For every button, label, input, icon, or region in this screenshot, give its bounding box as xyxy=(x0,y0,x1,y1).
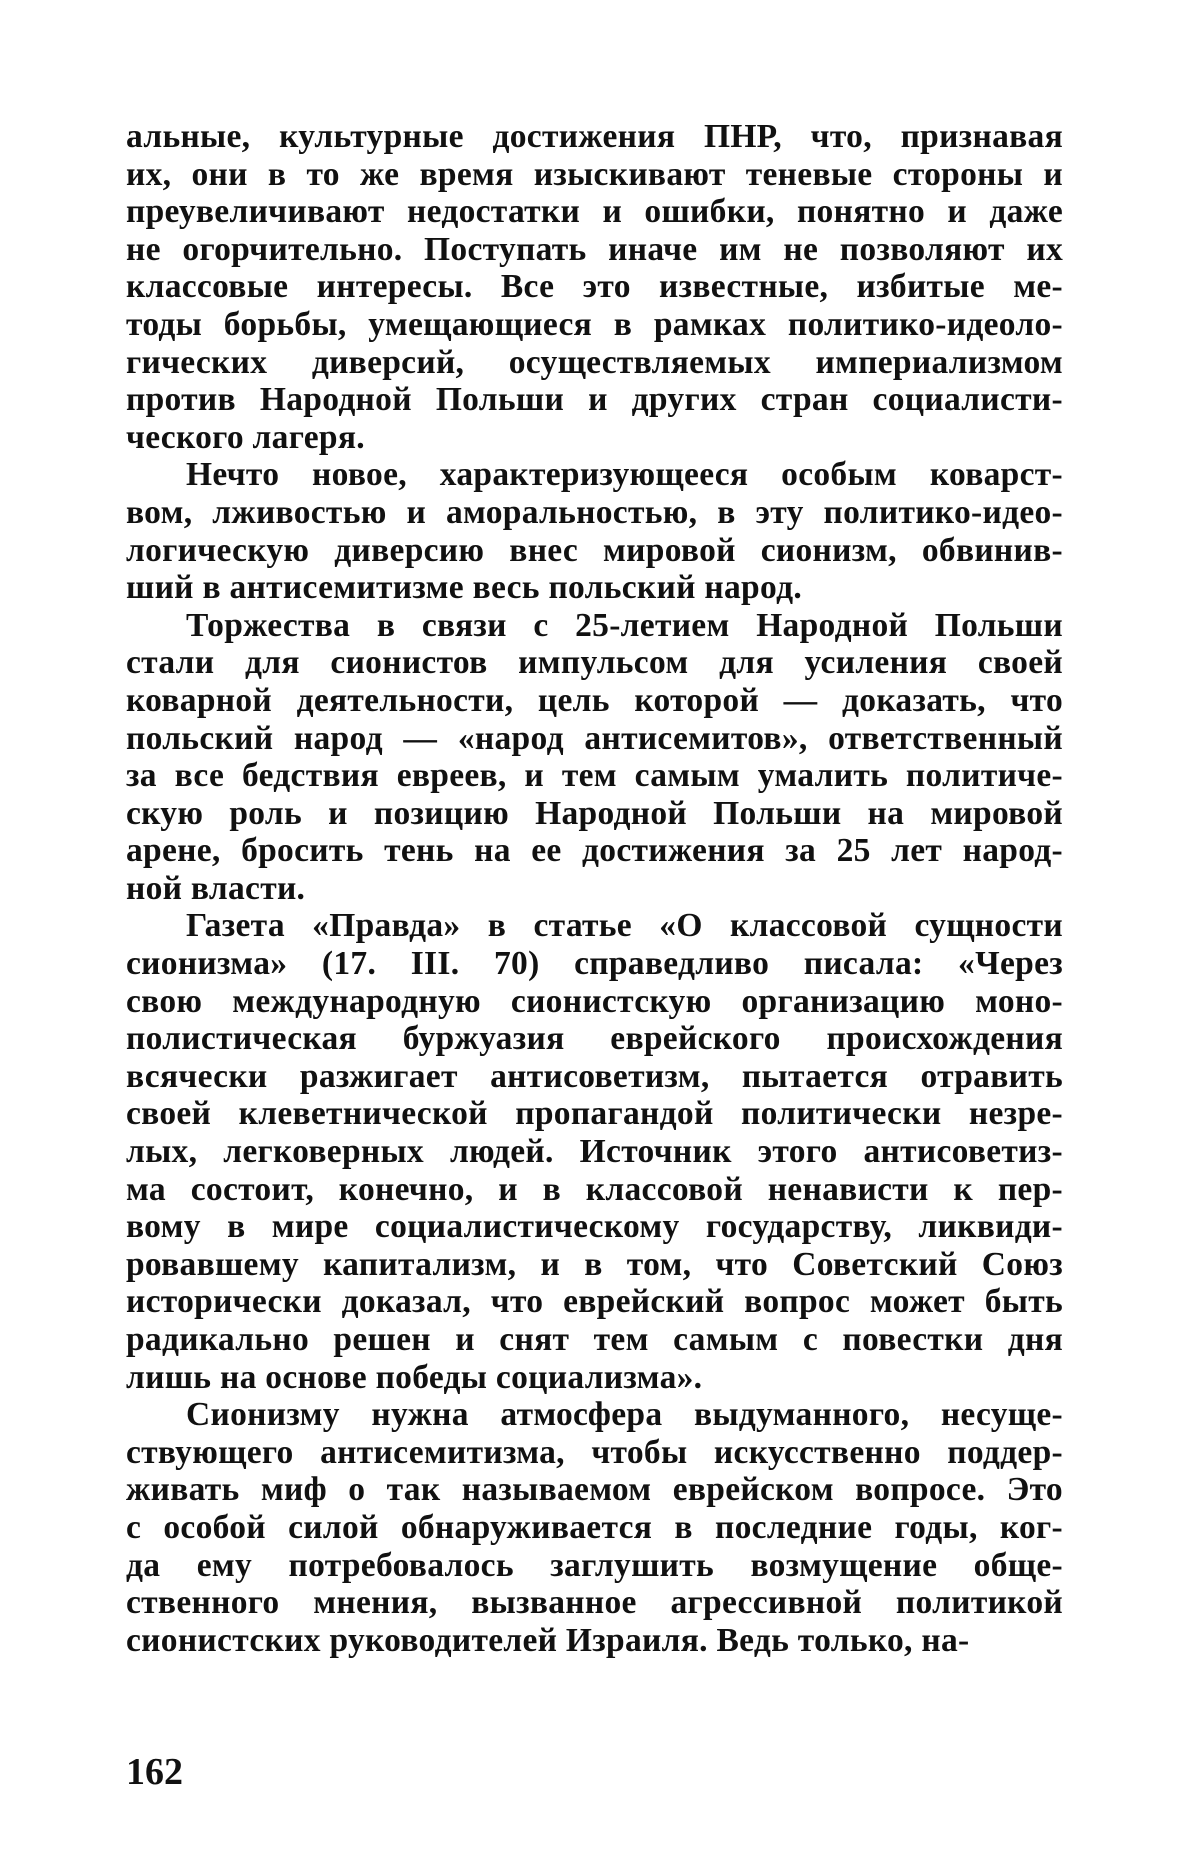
text-line: полистическая буржуазия еврейского происхождения xyxy=(126,1020,1063,1058)
text-line: живать миф о так называемом еврейском вопросе. Это xyxy=(126,1471,1063,1509)
text-line: да ему потребовалось заглушить возмущение обще- xyxy=(126,1546,1063,1584)
text-line: ственного мнения, вызванное агрессивной политикой xyxy=(126,1584,1063,1622)
text-line: стали для сионистов импульсом для усиления своей xyxy=(126,644,1063,682)
text-line: лишь на основе победы социализма». xyxy=(126,1358,703,1396)
text-line: с особой силой обнаруживается в последние годы, ког- xyxy=(126,1508,1063,1546)
paragraph xyxy=(126,118,1063,456)
text-line: тоды борьбы, умещающиеся в рамках политико-идеоло- xyxy=(126,305,1063,343)
text-line: Газета «Правда» в статье «О классовой сущности xyxy=(186,907,1063,945)
text-line: ствующего антисемитизма, чтобы искусственно поддер- xyxy=(126,1433,1063,1471)
text-line: Сионизму нужна атмосфера выдуманного, несуще- xyxy=(186,1396,1063,1434)
page-number: 162 xyxy=(126,1751,183,1793)
text-line: всячески разжигает антисоветизм, пытается отравить xyxy=(126,1057,1063,1095)
text-line: своей клеветнической пропагандой политически незре- xyxy=(126,1095,1063,1133)
text-line: за все бедствия евреев, и тем самым умалить политиче- xyxy=(126,757,1063,795)
paragraph xyxy=(126,907,1063,1396)
text-line: альные, культурные достижения ПНР, что, признавая xyxy=(126,118,1063,155)
text-line: Нечто новое, характеризующееся особым коварст- xyxy=(186,456,1063,494)
page-text xyxy=(126,118,1063,1659)
text-line: сионистских руководителей Израиля. Ведь только, на- xyxy=(126,1621,970,1659)
text-line: лых, легковерных людей. Источник этого антисоветиз- xyxy=(126,1133,1063,1171)
text-line: их, они в то же время изыскивают теневые стороны и xyxy=(126,155,1063,193)
paragraph xyxy=(126,607,1063,908)
text-line: коварной деятельности, цель которой — доказать, что xyxy=(126,681,1063,719)
text-line: преувеличивают недостатки и ошибки, понятно и даже xyxy=(126,193,1063,231)
text-line: польский народ — «народ антисемитов», ответственный xyxy=(126,719,1063,757)
text-line: свою международную сионистскую организацию моно- xyxy=(126,982,1063,1020)
text-line: гических диверсий, осуществляемых империализмом xyxy=(126,343,1063,381)
paragraph xyxy=(126,1396,1063,1659)
text-line: против Народной Польши и других стран социалисти- xyxy=(126,381,1063,419)
text-line: ший в антисемитизме весь польский народ. xyxy=(126,569,802,607)
text-line: ной власти. xyxy=(126,869,306,907)
text-line: не огорчительно. Поступать иначе им не позволяют их xyxy=(126,230,1063,268)
text-line: арене, бросить тень на ее достижения за 25 лет народ- xyxy=(126,832,1063,870)
text-line: ческого лагеря. xyxy=(126,418,365,456)
text-line: сионизма» (17. III. 70) справедливо писала: «Через xyxy=(126,945,1063,983)
text-line: радикально решен и снят тем самым с повестки дня xyxy=(126,1321,1063,1358)
text-line: ма состоит, конечно, и в классовой ненависти к пер- xyxy=(126,1170,1063,1208)
text-line: вому в мире социалистическому государству, ликвиди- xyxy=(126,1208,1063,1246)
text-line: классовые интересы. Все это известные, избитые ме- xyxy=(126,268,1063,306)
text-line: скую роль и позицию Народной Польши на мировой xyxy=(126,794,1063,832)
text-line: Торжества в связи с 25-летием Народной Польши xyxy=(186,606,1063,644)
paragraph xyxy=(126,456,1063,606)
text-line: ровавшему капитализм, и в том, что Советский Союз xyxy=(126,1245,1063,1283)
text-line: исторически доказал, что еврейский вопрос может быть xyxy=(126,1283,1063,1321)
text-line: логическую диверсию внес мировой сионизм, обвинив- xyxy=(126,531,1063,569)
text-line: вом, лживостью и аморальностью, в эту политико-идео- xyxy=(126,493,1063,531)
